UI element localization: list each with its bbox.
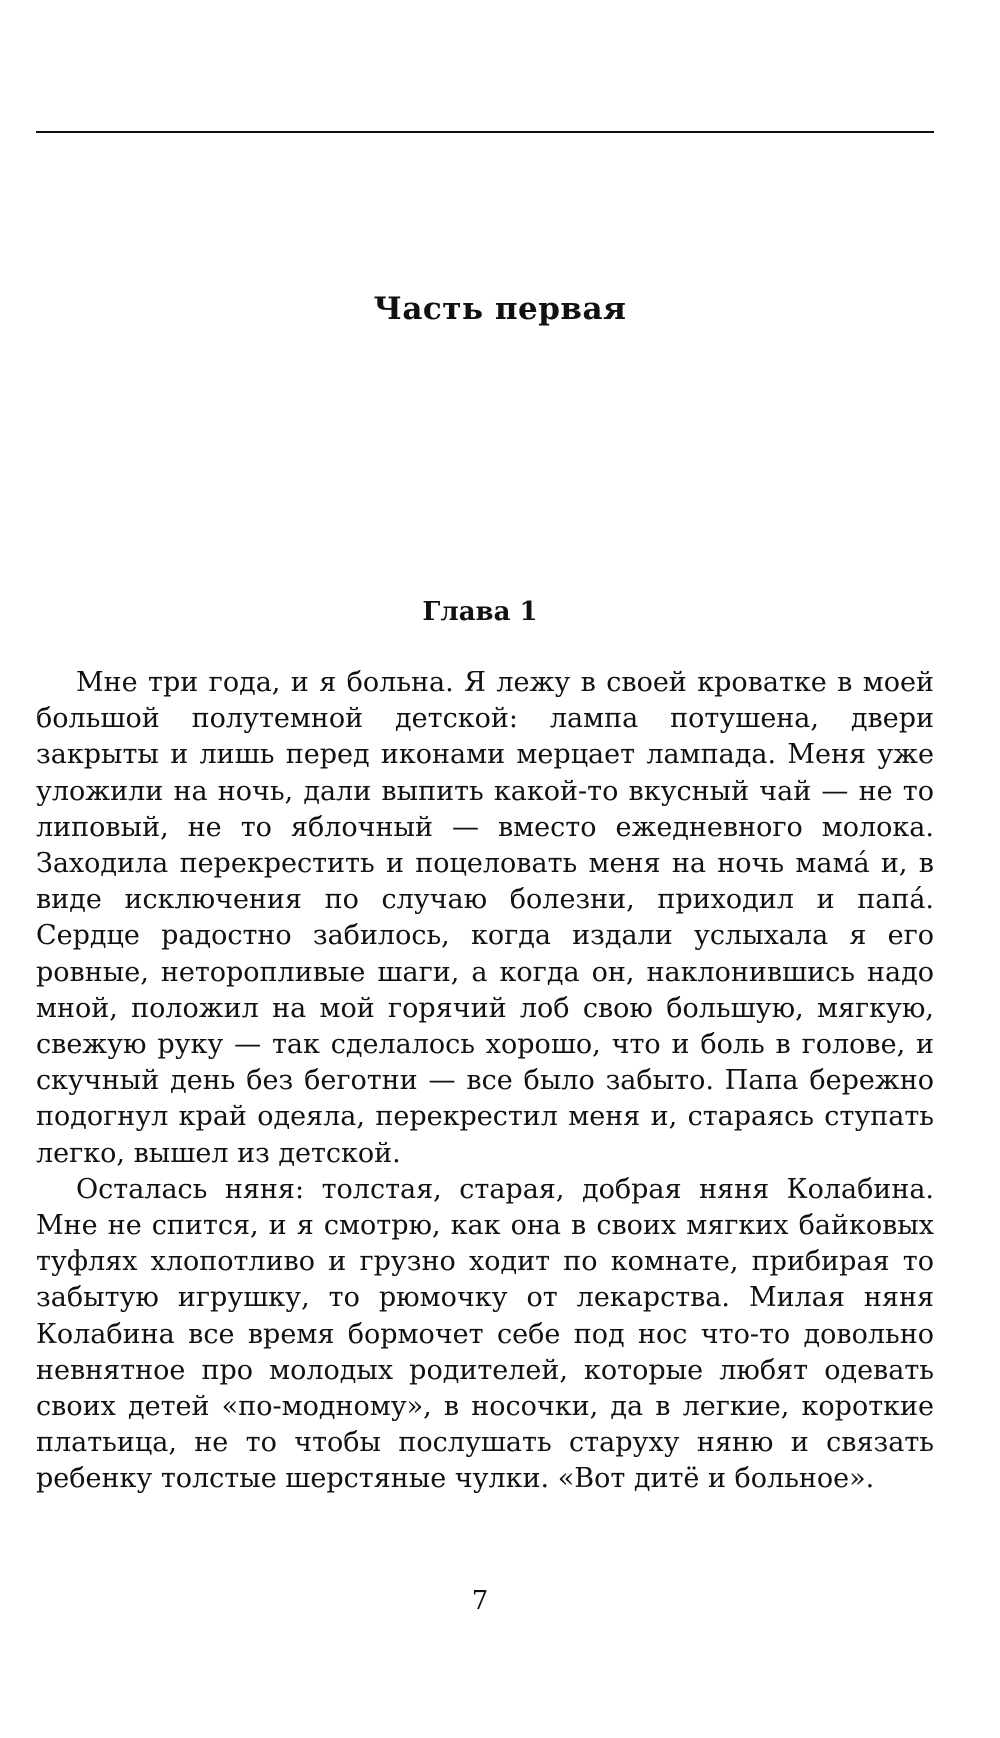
paragraph: Осталась няня: толстая, старая, добрая няня Колабина. Мне не спится, и я смотрю, как она в своих мягких байковых туфлях хлопотливо и грузно ходит по комнате, прибирая то забытую игрушку, то рюмочку от лекарства. Милая няня Колабина все время бормочет себе под нос что-то довольно невнятное про молодых родителей, которые любят одевать своих детей «по-модному», в носочки, да в легкие, короткие платьица, не то чтобы послушать старуху няню и связать ребенку толстые шерстяные чулки. «Вот дитё и больное». [36,1173,934,1495]
paragraph: Мне три года, и я больна. Я лежу в своей кроватке в моей большой полутемной детской: лампа потушена, двери закрыты и лишь перед иконами мерцает лампада. Меня уже уложили на ночь, дали выпить какой-то вкусный чай — не то липовый, не то яблочный — вместо ежедневного молока. Заходила перекрестить и поцеловать меня на ночь мама́ и, в виде исключения по случаю болезни, приходил и папа́. Сердце радостно забилось, когда издали услыхала я его ровные, неторопливые шаги, а когда он, наклонившись надо мной, положил на мой горячий лоб свою большую, мягкую, свежую руку — так сделалось хорошо, что и боль в голове, и скучный день без беготни — все было забыто. Папа бережно подогнул край одеяла, перекрестил меня и, стараясь ступать легко, вышел из детской. [36,667,934,1169]
top-rule [36,131,934,133]
chapter-title: Глава 1 [422,597,538,627]
page-number: 7 [471,1586,489,1616]
part-title: Часть первая [373,291,627,327]
body-text [36,665,934,1498]
